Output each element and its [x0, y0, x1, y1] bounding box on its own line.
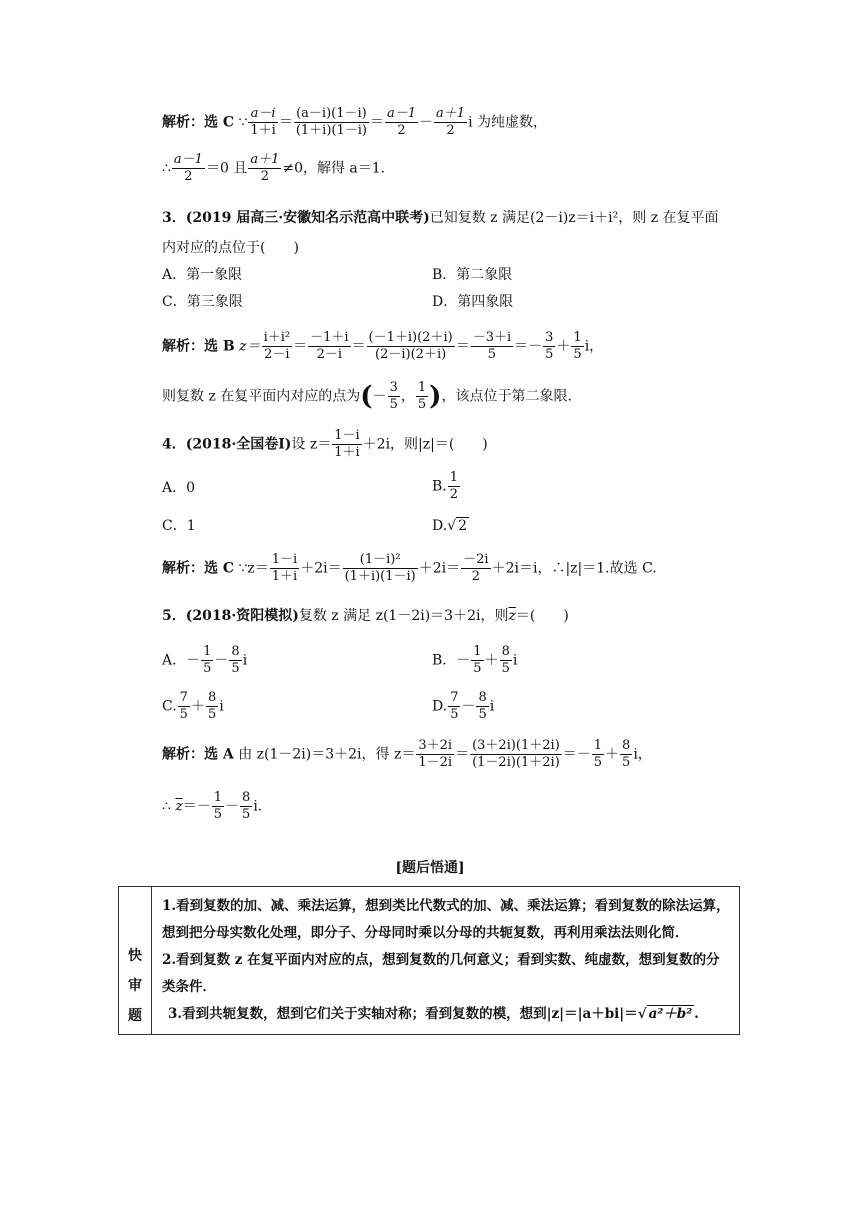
review-title: [题后悟通]	[395, 860, 465, 876]
fraction: $\frac{8}{5}$	[242, 790, 251, 822]
question-4-stem: 4．(2018·全国卷Ⅰ)设 z＝ $\frac{1-i}{1+i}$ ＋2i，则|z|＝( )	[162, 428, 488, 460]
option-d: D.√ 2	[432, 518, 468, 534]
solution-3-line2: 则复数 z 在复平面内对应的点为(－ $\frac{3}{5}$ ， $\frac{1}{5}$ )，该点位于第二象限.	[162, 380, 572, 412]
z-conjugate: $\overline{z}$	[508, 608, 516, 624]
fraction: $\frac{1}{5}$	[417, 380, 427, 412]
fraction: $\frac{3}{5}$	[545, 330, 554, 362]
solution-4-line1: 解析：选 C ∵z＝ $\frac{1-i}{1+i}$ ＋2i＝ $\frac{\text{(1－i)²}}{(1+i)(1-i)}$ ＋2i＝ $\frac{-2i}{2}$ ＋2i＝i，∴|z|＝1.故选 C.	[162, 552, 657, 584]
solution-5-line2: ∴ $\overline{z}=-$ $\frac{1}{5}$ － $\frac{8}{5}$ i.	[162, 790, 263, 822]
solution-label: 解析：选 B	[162, 338, 235, 355]
solution-label: 解析：选 C	[162, 560, 235, 577]
therefore-symbol: ∴	[162, 160, 171, 177]
question-number: 3．	[162, 210, 186, 226]
question-number: 4．	[162, 436, 186, 453]
option-d: D．第四象限	[432, 294, 514, 310]
because-symbol: ∵	[238, 114, 248, 131]
fraction: $\frac{\text{(1－i)²}}{(1+i)(1-i)}$	[344, 552, 416, 584]
fraction: $\frac{a-1}{2}$	[173, 152, 203, 184]
option-c: C. $\frac{7}{5}$ ＋ $\frac{8}{5}$ i	[162, 690, 224, 722]
option-b: B．－ $\frac{1}{5}$ ＋ $\frac{8}{5}$ i	[432, 644, 518, 676]
fraction: $\frac{1}{5}$	[573, 330, 582, 362]
fraction: $\frac{-2i}{2}$	[463, 552, 489, 584]
question-number: 5．	[162, 608, 186, 624]
solution-3-line1: 解析：选 B z＝ $\frac{\text{i＋i²}}{2-i}$ ＝ $\frac{-1+i}{2-i}$ ＝ $\frac{(-1+i)(2+i)}{(2-i)(2+i)}$ ＝ $\frac{-3+i}{5}$ ＝－ $\frac{3}{5}$ ＋ $\frac{1}{5}$ i，	[162, 330, 604, 362]
solution-2-line2: ∴ $\frac{a-1}{2}$ ＝0 且 $\frac{a+1}{2}$ ≠0，解得 a＝1.	[162, 152, 386, 184]
sqrt-symbol: √	[447, 518, 457, 534]
question-source: (2018·资阳模拟)	[185, 608, 299, 624]
option-b: B．第二象限	[432, 267, 513, 283]
option-a: A．第一象限	[162, 267, 243, 283]
z-conjugate: $\overline{z}$	[175, 798, 183, 815]
option-a: A．－ $\frac{1}{5}$ － $\frac{8}{5}$ i	[162, 644, 248, 676]
question-source: (2019 届高三·安徽知名示范高中联考)	[185, 210, 430, 226]
fraction: $\frac{1}{5}$	[593, 738, 603, 770]
solution-label: 解析：选 A	[162, 746, 234, 763]
fraction: $\frac{1-i}{1+i}$	[271, 552, 298, 584]
fraction: $\frac{-3+i}{5}$	[472, 330, 512, 362]
option-b: B. $\frac{1}{2}$	[432, 470, 459, 502]
fraction: $\frac{\text{i＋i²}}{2-i}$	[263, 330, 291, 362]
question-5-stem: 5．(2018·资阳模拟)复数 z 满足 z(1－2i)＝3＋2i，则$\overline{z}=$( )	[162, 608, 569, 624]
review-table	[118, 886, 740, 1035]
review-content	[152, 887, 740, 1035]
fraction: $\frac{a+1}{2}$	[250, 152, 280, 184]
question-source: (2018·全国卷Ⅰ)	[185, 436, 292, 453]
fraction: $\frac{(3+2i)(1+2i)}{(1-2i)(1+2i)}$	[472, 738, 560, 770]
fraction: $\frac{(a-i)(1-i)}{(1+i)(1-i)}$	[295, 106, 367, 138]
fraction: $\frac{a+1}{2}$	[436, 106, 466, 138]
fraction: $\frac{1-i}{1+i}$	[334, 428, 360, 460]
solution-2-line1: 解析：选 C ∵ $\frac{a-i}{1+i}$ ＝ $\frac{(a-i)(1-i)}{(1+i)(1-i)}$ ＝ $\frac{a-1}{2}$ － $\frac{a+1}{2}$ i 为纯虚数，	[162, 106, 547, 138]
question-3-stem-cont: 内对应的点位于( )	[162, 240, 299, 256]
fraction: $\frac{1}{2}$	[449, 470, 459, 502]
option-d: D. $\frac{7}{5}$ － $\frac{8}{5}$ i	[432, 690, 495, 722]
fraction: $\frac{3+2i}{1-2i}$	[418, 738, 453, 770]
review-point-3: 3.看到共轭复数，想到它们关于实轴对称；看到复数的模，想到|z|＝|a＋bi|＝√ a²＋b² .	[168, 1006, 699, 1022]
fraction: $\frac{8}{5}$	[622, 738, 631, 770]
fraction: $\frac{a-1}{2}$	[387, 106, 417, 138]
review-point-1: 1.看到复数的加、减、乘法运算，想到类比代数式的加、减、乘法运算；看到复数的除法运算，想到把分母实数化处理，即分子、分母同时乘以分母的共轭复数，再利用乘法法则化简．	[162, 898, 730, 941]
question-text: 已知复数 z 满足(2－i)z＝i＋i²，则 z 在复平面	[429, 210, 719, 226]
option-a: A．0	[162, 480, 196, 496]
fraction: $\frac{-1+i}{2-i}$	[310, 330, 349, 362]
option-c: C．第三象限	[162, 294, 243, 310]
solution-label: 解析：选 C	[162, 114, 235, 131]
question-3-stem	[162, 208, 719, 228]
fraction: $\frac{(-1+i)(2+i)}{(2-i)(2+i)}$	[368, 330, 453, 362]
sqrt-symbol: √	[637, 1006, 647, 1022]
fraction: $\frac{1}{5}$	[213, 790, 223, 822]
review-point-2: 2.看到复数 z 在复平面内对应的点，想到复数的几何意义；看到实数、纯虚数，想到复数的分类条件．	[162, 952, 720, 995]
review-side-label: 快 审 题	[119, 887, 152, 1035]
fraction: $\frac{3}{5}$	[389, 380, 398, 412]
solution-5-line1: 解析：选 A 由 z(1－2i)＝3＋2i，得 z＝ $\frac{3+2i}{1-2i}$ ＝ $\frac{(3+2i)(1+2i)}{(1-2i)(1+2i)}$ ＝－ $\frac{1}{5}$ ＋ $\frac{8}{5}$ i，	[162, 738, 652, 770]
option-c: C．1	[162, 518, 196, 534]
fraction: $\frac{a-i}{1+i}$	[250, 106, 276, 138]
